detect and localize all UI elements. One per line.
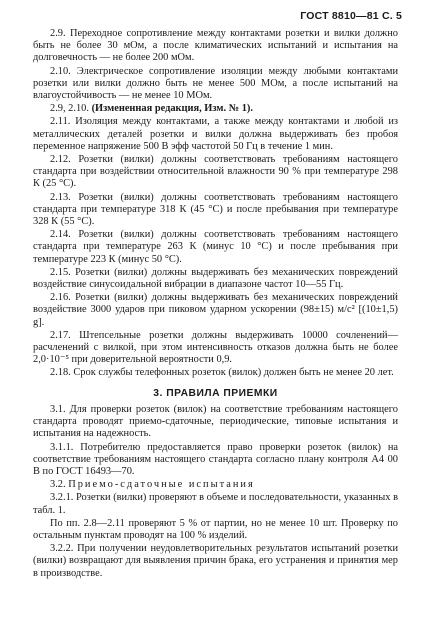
paragraph-3-2-2: 3.2.2. При получении неудовлетворительных результатов испытаний розетки (вилки) возвращают для выявления причин брака, его устранения и принятия мер в производстве. xyxy=(33,543,398,579)
paragraph-2-13: 2.13. Розетки (вилки) должны соответствовать требованиям настоящего стандарта при температуре 318 К (45 °С) и после пребывания при температуре 328 К (55 °С). xyxy=(33,191,398,228)
paragraph-2-9: 2.9. Переходное сопротивление между контактами розетки и вилки должно быть не более 30 мОм, а после климатических испытаний и испытания на долговечность — не более 200 мОм. xyxy=(33,28,398,64)
document-body xyxy=(33,28,398,580)
paragraph-3-1: 3.1. Для проверки розеток (вилок) на соответствие требованиям настоящего стандарта проводят приемо-сдаточные, периодические, типовые испытания и испытания на надежность. xyxy=(33,403,398,440)
paragraph-2-14: 2.14. Розетки (вилки) должны соответствовать требованиям настоящего стандарта при температуре 263 К (минус 10 °С) и после пребывания при температуре 223 К (минус 50 °С). xyxy=(33,229,398,265)
paragraph-2-17: 2.17. Штепсельные розетки должны выдерживать 10000 сочленений—расчленений с вилкой, при этом интенсивность отказов должна быть не более 2,0·10⁻⁵ при доверительной вероятности 0,9. xyxy=(33,329,398,366)
paragraph-3-2-1: 3.2.1. Розетки (вилки) проверяют в объеме и последовательности, указанных в табл. 1. xyxy=(33,492,398,516)
page-header: ГОСТ 8810—81 С. 5 xyxy=(300,10,402,22)
paragraph-2-18: 2.18. Срок службы телефонных розеток (вилок) должен быть не менее 20 лет. xyxy=(50,367,394,379)
subsection-number: 3.2. xyxy=(50,479,66,491)
paragraph-2-15: 2.15. Розетки (вилки) должны выдерживать без механических повреждений воздействие синусоидальной вибрации в диапазоне частот 10—55 Гц. xyxy=(33,266,398,291)
subsection-heading xyxy=(33,479,398,491)
paragraph-2-10: 2.10. Электрическое сопротивление изоляции между любыми контактами розетки или вилки должно быть не менее 500 МОм, а после испытаний на влагоустойчивость — не менее 10 МОм. xyxy=(33,65,398,102)
section-title: 3. ПРАВИЛА ПРИЕМКИ xyxy=(153,387,278,399)
amendment-text: (Измененная редакция, Изм. № 1). xyxy=(91,103,253,115)
paragraph-3-1-1: 3.1.1. Потребителю предоставляется право проверки розеток (вилок) на соответствие требованиям настоящего стандарта согласно плану контроля А4 00 В по ГОСТ 16493—70. xyxy=(33,441,398,477)
paragraph-2-12: 2.12. Розетки (вилки) должны соответствовать требованиям настоящего стандарта при воздействии относительной влажности 90 % при температуре 298 К (25 °С). xyxy=(33,154,398,190)
paragraph-sampling: По пп. 2.8—2.11 проверяют 5 % от партии, но не менее 10 шт. Проверку по остальным пунктам проводят на 100 % изделий. xyxy=(33,517,398,541)
paragraph-2-11: 2.11. Изоляция между контактами, а также между контактами и любой из металлических деталей розетки и вилки должна выдерживать без пробоя переменное напряжение 500 В эфф частотой 50 Гц в течение 1 мин. xyxy=(33,116,398,152)
subsection-title: Приемо-сдаточные испытания xyxy=(68,479,255,491)
amendment-note xyxy=(33,103,398,115)
paragraph-2-16: 2.16. Розетки (вилки) должны выдерживать без механических повреждений воздействие 3000 ударов при пиковом ударном ускорении (98±15) м/с² [(10±1,5) g]. xyxy=(33,292,398,328)
amendment-lead: 2.9, 2.10. xyxy=(50,103,89,115)
